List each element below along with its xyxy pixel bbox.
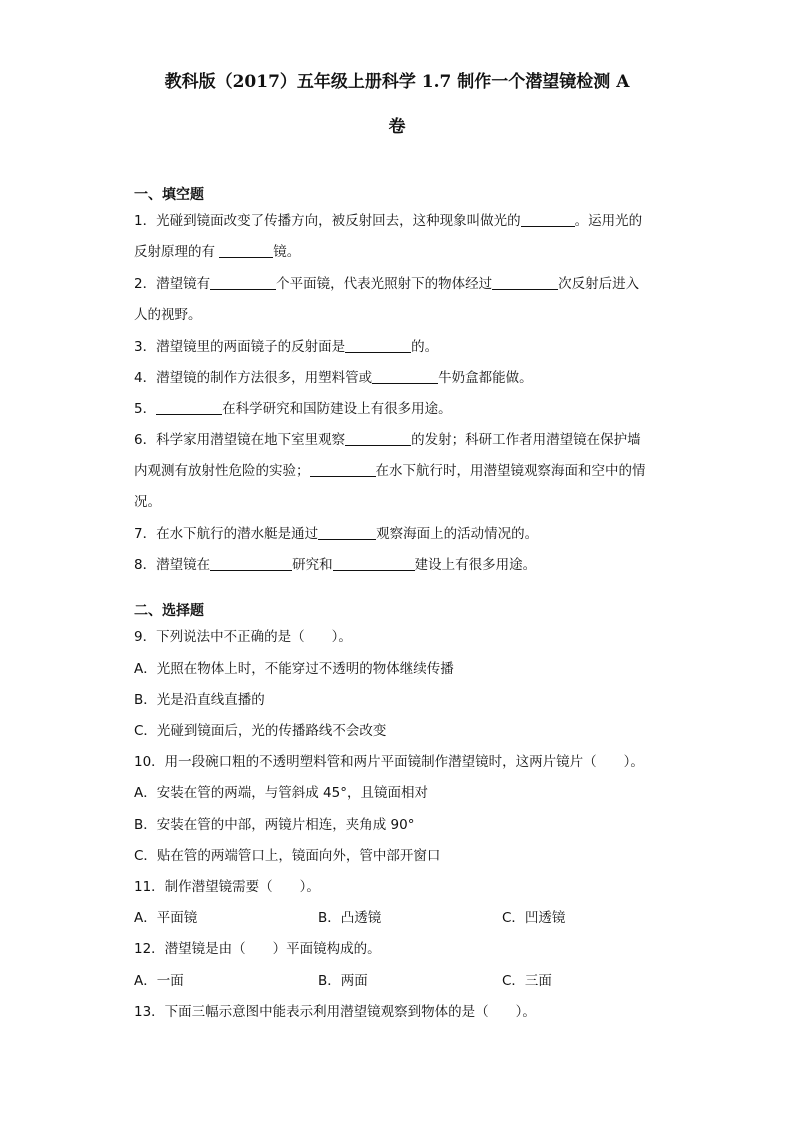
question-5-text-a: 5．	[134, 401, 157, 417]
question-11-option-a[interactable]: A．平面镜	[134, 910, 198, 926]
question-8-blank-2[interactable]	[333, 556, 415, 571]
question-6-blank-1[interactable]	[345, 431, 411, 446]
question-12-option-a[interactable]: A．一面	[134, 973, 184, 989]
question-6-text-a: 6．科学家用潜望镜在地下室里观察	[134, 432, 346, 448]
question-7-blank[interactable]	[318, 525, 376, 540]
question-11-option-c[interactable]: C．凹透镜	[502, 910, 566, 926]
question-8-text-b: 研究和	[292, 557, 333, 573]
question-1-line2	[134, 243, 674, 261]
question-12-option-b[interactable]: B．两面	[318, 973, 368, 989]
question-2-text-a: 2．潜望镜有	[134, 276, 211, 292]
question-2-text-b: 个平面镜，代表光照射下的物体经过	[276, 276, 493, 292]
question-6-text-c: 内观测有放射性危险的实验；	[134, 463, 310, 479]
question-11-option-b[interactable]: B．凸透镜	[318, 910, 382, 926]
question-9-stem: 9．下列说法中不正确的是（ ）。	[134, 629, 352, 645]
question-2-line2: 人的视野。	[134, 307, 202, 323]
section-fill-in-heading: 一、填空题	[134, 187, 204, 203]
question-1-text-c: 反射原理的有	[134, 244, 220, 260]
question-4-text-a: 4．潜望镜的制作方法很多，用塑料管或	[134, 370, 373, 386]
question-10-stem: 10．用一段碗口粗的不透明塑料管和两片平面镜制作潜望镜时，这两片镜片（ ）。	[134, 754, 644, 770]
question-7-text-b: 观察海面上的活动情况的。	[376, 526, 539, 542]
question-6-line2	[134, 462, 674, 480]
question-1-text-b: 。运用光的	[574, 213, 643, 229]
question-9-option-c[interactable]: C．光碰到镜面后，光的传播路线不会改变	[134, 723, 387, 739]
question-5-text-b: 在科学研究和国防建设上有很多用途。	[222, 401, 452, 417]
question-7	[134, 525, 674, 543]
question-4-text-b: 牛奶盒都能做。	[438, 370, 533, 386]
question-1-blank-2[interactable]	[219, 243, 273, 258]
question-3-text-b: 的。	[411, 339, 439, 355]
question-6-text-b: 的发射；科研工作者用潜望镜在保护墙	[411, 432, 641, 448]
question-3	[134, 338, 674, 356]
question-4-blank[interactable]	[372, 369, 438, 384]
question-6-line3: 况。	[134, 494, 161, 510]
question-8	[134, 556, 674, 574]
page-title-line2: 卷	[388, 117, 406, 137]
question-6-text-d: 在水下航行时，用潜望镜观察海面和空中的情	[375, 463, 646, 479]
question-1-line1	[134, 212, 674, 230]
question-2-blank-1[interactable]	[210, 275, 276, 290]
question-4	[134, 369, 674, 387]
question-2-text-c: 次反射后进入	[558, 276, 640, 292]
question-3-blank[interactable]	[345, 338, 411, 353]
question-6-line1	[134, 431, 674, 449]
question-8-text-c: 建设上有很多用途。	[414, 557, 537, 573]
question-10-option-b[interactable]: B．安装在管的中部，两镜片相连，夹角成 90°	[134, 817, 415, 833]
question-1-blank-1[interactable]	[521, 212, 575, 227]
question-13-stem: 13．下面三幅示意图中能表示利用潜望镜观察到物体的是（ ）。	[134, 1004, 536, 1020]
section-choice-heading: 二、选择题	[134, 603, 204, 619]
question-12-option-c[interactable]: C．三面	[502, 973, 552, 989]
question-5-blank[interactable]	[156, 400, 222, 415]
question-8-blank-1[interactable]	[210, 556, 292, 571]
question-9-option-a[interactable]: A．光照在物体上时，不能穿过不透明的物体继续传播	[134, 661, 454, 677]
question-2-blank-2[interactable]	[492, 275, 558, 290]
page-title-line1: 教科版（2017）五年级上册科学 1.7 制作一个潜望镜检测 A	[164, 72, 630, 92]
question-10-option-a[interactable]: A．安装在管的两端，与管斜成 45°，且镜面相对	[134, 785, 428, 801]
question-9-option-b[interactable]: B．光是沿直线直播的	[134, 692, 265, 708]
question-3-text-a: 3．潜望镜里的两面镜子的反射面是	[134, 339, 346, 355]
question-5	[134, 400, 674, 418]
question-7-text-a: 7．在水下航行的潜水艇是通过	[134, 526, 319, 542]
question-2-line1	[134, 275, 674, 293]
question-6-blank-2[interactable]	[310, 462, 376, 477]
question-8-text-a: 8．潜望镜在	[134, 557, 211, 573]
question-1-text-d: 镜。	[273, 244, 301, 260]
question-12-stem: 12．潜望镜是由（ ）平面镜构成的。	[134, 941, 381, 957]
question-1-text-a: 1．光碰到镜面改变了传播方向，被反射回去，这种现象叫做光的	[134, 213, 521, 229]
question-11-stem: 11．制作潜望镜需要（ ）。	[134, 879, 320, 895]
question-10-option-c[interactable]: C．贴在管的两端管口上，镜面向外，管中部开窗口	[134, 848, 441, 864]
